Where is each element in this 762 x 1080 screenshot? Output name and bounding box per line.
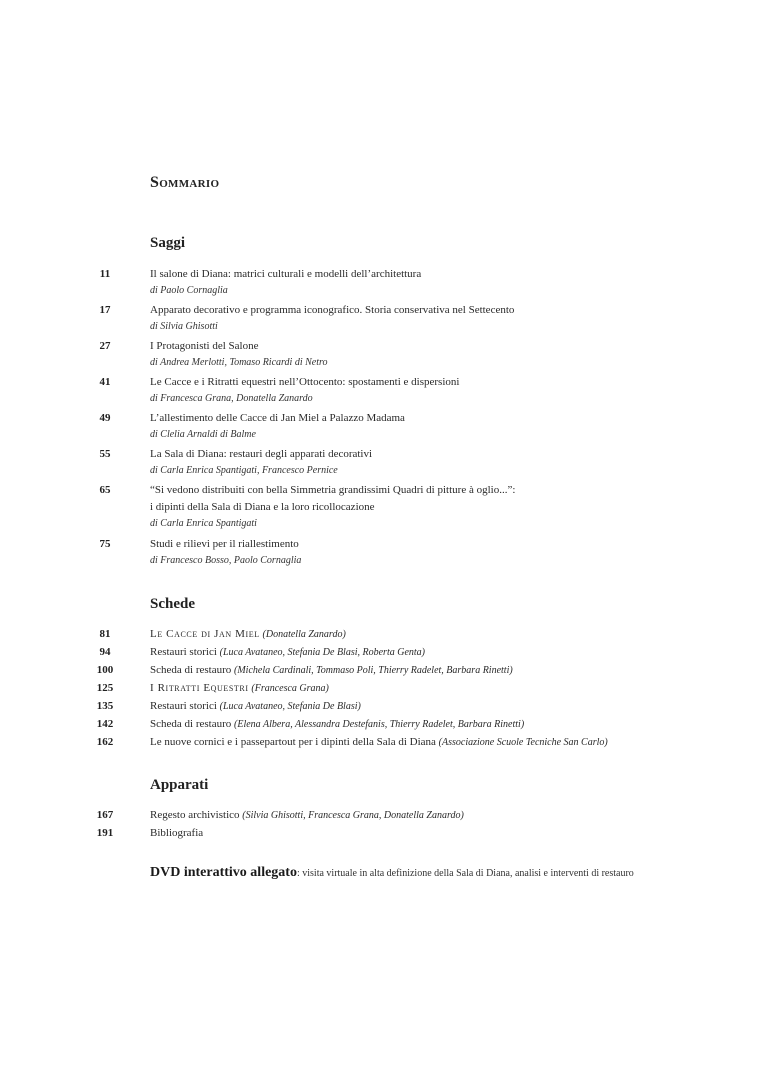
dvd-note (150, 863, 634, 881)
page-number: 41 (99, 376, 111, 388)
essay-author: di Carla Enrica Spantigati, Francesco Pernice (150, 465, 338, 476)
page-number: 135 (96, 700, 114, 712)
page-number: 125 (96, 682, 114, 694)
essay-author: di Paolo Cornaglia (150, 285, 228, 296)
scheda-author: (Donatella Zanardo) (262, 629, 346, 640)
scheda-author: (Francesca Grana) (251, 683, 329, 694)
scheda-entry (150, 628, 346, 640)
page-number: 55 (99, 448, 111, 460)
essay-title: Apparato decorativo e programma iconografico. Storia conservativa nel Settecento (150, 304, 515, 316)
essay-author: di Carla Enrica Spantigati (150, 518, 257, 529)
essay-title: L’allestimento delle Cacce di Jan Miel a Palazzo Madama (150, 412, 405, 424)
page-number: 75 (99, 538, 111, 550)
scheda-title: Restauri storici (150, 700, 217, 712)
page-title: Sommario (150, 174, 220, 191)
scheda-title: Scheda di restauro (150, 718, 232, 730)
section-heading-apparati: Apparati (150, 777, 209, 793)
page-number: 100 (96, 664, 114, 676)
page-number: 17 (99, 304, 111, 316)
scheda-title: Restauri storici (150, 646, 217, 658)
scheda-author: (Luca Avataneo, Stefania De Blasi, Roberta Genta) (219, 647, 425, 658)
page-number: 94 (99, 646, 111, 658)
essay-title: Le Cacce e i Ritratti equestri nell’Ottocento: spostamenti e dispersioni (150, 376, 460, 388)
scheda-entry (150, 718, 524, 730)
scheda-author: (Luca Avataneo, Stefania De Blasi) (219, 701, 361, 712)
page-number: 27 (99, 340, 111, 352)
essay-author: di Francesco Bosso, Paolo Cornaglia (150, 555, 302, 566)
section-heading-schede: Schede (150, 596, 195, 612)
scheda-entry (150, 646, 425, 658)
essay-title: “Si vedono distribuiti con bella Simmetria grandissimi Quadri di pitture à oglio...”: (150, 484, 516, 496)
scheda-author: (Elena Albera, Alessandra Destefanis, Thierry Radelet, Barbara Rinetti) (234, 719, 525, 730)
essay-title: Studi e rilievi per il riallestimento (150, 538, 299, 550)
essay-author: di Clelia Arnaldi di Balme (150, 429, 256, 440)
page-number: 162 (96, 736, 114, 748)
scheda-title: Le Cacce di Jan Miel (150, 628, 260, 640)
scheda-entry (150, 664, 513, 676)
scheda-entry (150, 682, 329, 694)
page-number: 167 (96, 809, 114, 821)
essay-title-continued: i dipinti della Sala di Diana e la loro ricollocazione (150, 501, 375, 513)
apparati-entry (150, 809, 464, 821)
apparati-title: Bibliografia (150, 827, 204, 839)
essay-author: di Francesca Grana, Donatella Zanardo (150, 393, 313, 404)
dvd-description: : visita virtuale in alta definizione della Sala di Diana, analisi e interventi di restauro (296, 868, 634, 879)
scheda-title: Scheda di restauro (150, 664, 232, 676)
essay-title: I Protagonisti del Salone (150, 340, 259, 352)
page-number: 142 (96, 718, 114, 730)
page-number: 191 (96, 827, 114, 839)
scheda-author: (Associazione Scuole Tecniche San Carlo) (438, 737, 608, 748)
essay-author: di Silvia Ghisotti (150, 321, 218, 332)
apparati-entry (150, 827, 203, 839)
scheda-entry (150, 700, 361, 712)
essay-title: Il salone di Diana: matrici culturali e modelli dell’architettura (150, 268, 422, 280)
scheda-author: (Michela Cardinali, Tommaso Poli, Thierry Radelet, Barbara Rinetti) (234, 665, 513, 676)
page-number: 11 (99, 268, 111, 280)
scheda-title: Le nuove cornici e i passepartout per i dipinti della Sala di Diana (150, 736, 436, 748)
scheda-entry (150, 736, 608, 748)
dvd-heading: DVD interattivo allegato (150, 865, 297, 880)
apparati-author: (Silvia Ghisotti, Francesca Grana, Donatella Zanardo) (242, 810, 464, 821)
section-heading-saggi: Saggi (150, 235, 186, 251)
essay-title: La Sala di Diana: restauri degli apparati decorativi (150, 448, 373, 460)
page-number: 65 (99, 484, 111, 496)
scheda-title: I Ritratti Equestri (150, 682, 249, 694)
page-number: 81 (99, 628, 111, 640)
essay-author: di Andrea Merlotti, Tomaso Ricardi di Netro (150, 357, 328, 368)
page-number: 49 (99, 412, 111, 424)
apparati-title: Regesto archivistico (150, 809, 240, 821)
